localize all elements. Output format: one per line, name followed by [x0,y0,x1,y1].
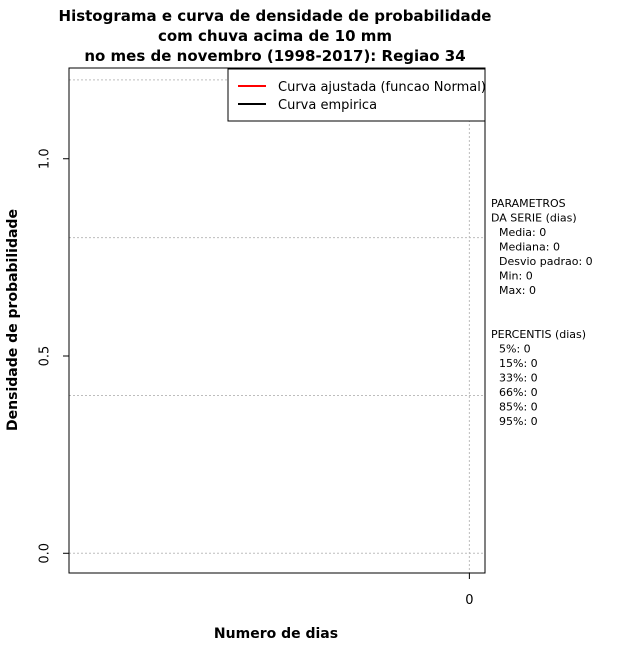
grid-lines [69,68,485,573]
percentis-item: 85%: 0 [499,400,538,414]
legend [228,69,486,121]
percentis-item: 5%: 0 [499,342,531,356]
x-axis [465,573,473,608]
x-axis-title: Numero de dias [213,626,339,642]
percentis-item: 15%: 0 [499,357,538,370]
percentis-item: 66%: 0 [499,386,538,399]
percentis-item: 95%: 0 [499,415,538,428]
params-item: Media: 0 [499,226,547,239]
chart-title-line: com chuva acima de 10 mm [157,27,393,45]
y-tick-label: 0.5 [37,345,53,367]
percentis-heading: PERCENTIS (dias) [491,328,587,341]
chart-title-line: no mes de novembro (1998-2017): Regiao 34 [84,47,466,65]
legend-label: Curva empirica [278,98,378,113]
plot-frame [69,68,485,573]
y-tick-label: 0.0 [37,542,53,564]
params-item: Max: 0 [499,284,536,297]
percentis-item: 33%: 0 [499,371,538,385]
params-item: Min: 0 [499,269,533,283]
legend-label: Curva ajustada (funcao Normal) [278,80,486,95]
params-item: Desvio padrao: 0 [499,255,593,268]
y-axis [38,148,70,563]
params-heading: DA SERIE (dias) [491,211,577,225]
params-item: Mediana: 0 [499,240,560,254]
y-axis-title: Densidade de probabilidade [5,209,21,431]
x-tick-label: 0 [465,593,474,608]
chart-title-line: Histograma e curva de densidade de probabilidade [58,7,492,25]
y-tick-label: 1.0 [37,148,53,170]
params-heading: PARAMETROS [491,197,566,210]
series-parameters-panel [491,197,593,428]
chart-title [59,7,492,65]
legend-box [228,69,485,121]
